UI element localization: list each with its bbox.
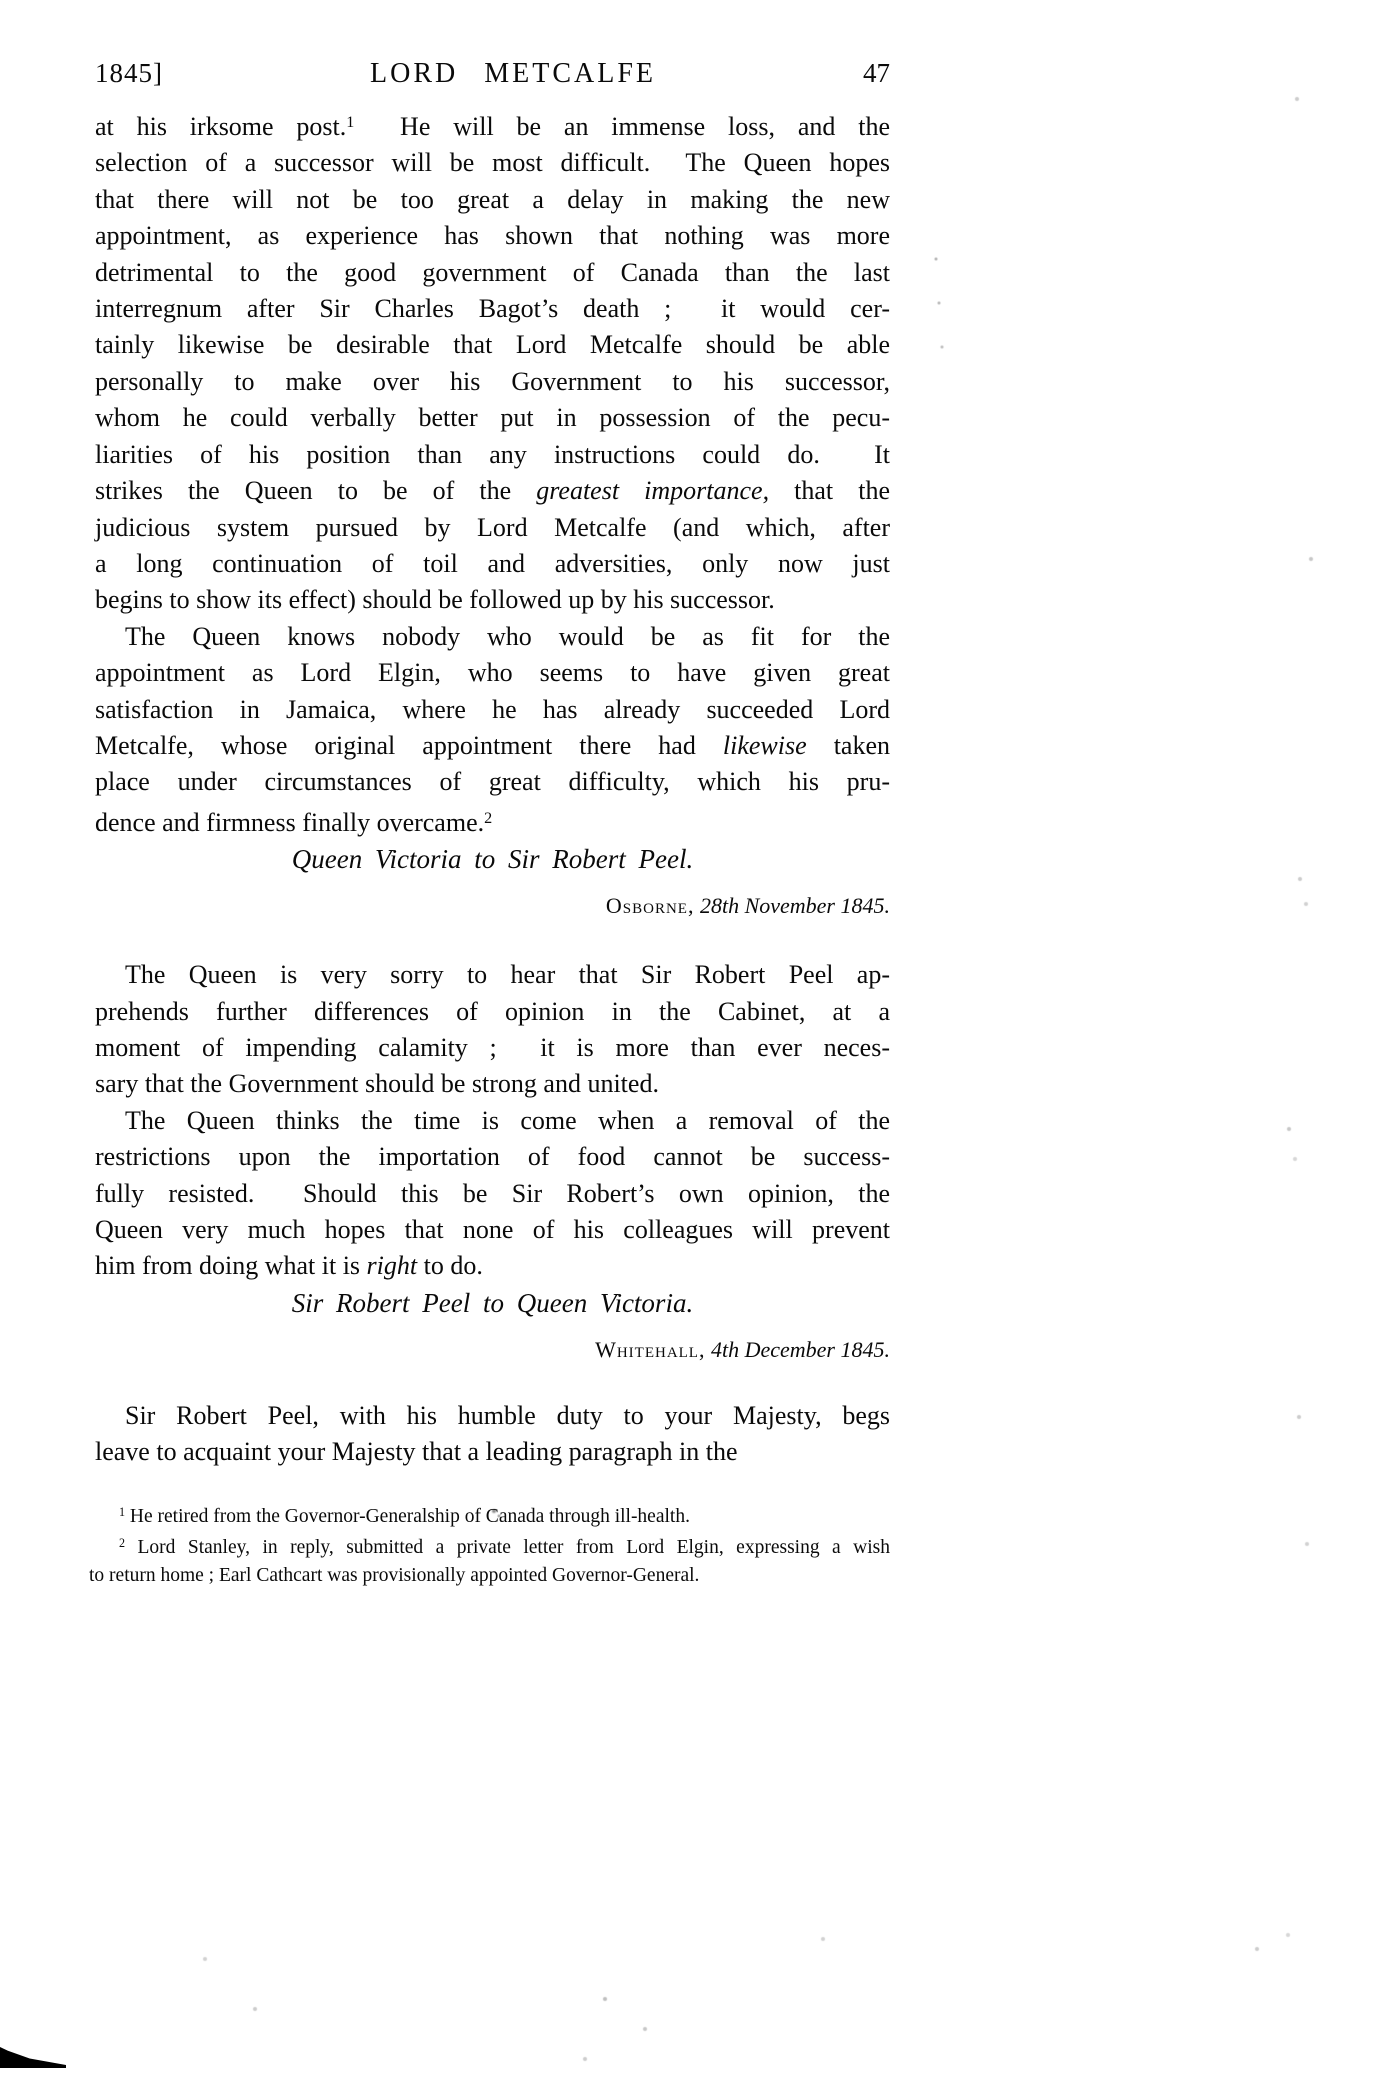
footnotes <box>89 1499 890 1590</box>
text-line <box>89 1499 890 1531</box>
text-line <box>95 764 890 800</box>
text-line <box>95 255 890 291</box>
text-line <box>95 546 890 582</box>
letter-body <box>95 1398 890 1471</box>
paragraph <box>89 1530 890 1589</box>
text-line <box>95 957 890 993</box>
text-line <box>95 728 890 764</box>
text-run: He retired from the Governor-Generalship of Canada through ill-health. <box>125 1505 690 1527</box>
paragraph <box>95 105 890 619</box>
text-line <box>95 145 890 181</box>
letter-dateline <box>95 891 890 921</box>
text-run: moment of impending calamity ; it is more than ever neces- <box>95 1033 890 1063</box>
paragraph <box>95 619 890 841</box>
scan-noise-speckles <box>0 0 2 2</box>
text-line <box>95 473 890 509</box>
letter-heading: Sir Robert Peel to Queen Victoria. <box>291 1287 694 1318</box>
text-run: to return home ; Earl Cathcart was provisionally appointed Governor-General. <box>89 1564 700 1586</box>
text-line <box>95 994 890 1030</box>
text-line <box>95 692 890 728</box>
footnote-marker: 2 <box>119 1536 126 1551</box>
text-run: a long continuation of toil and adversities, only now just <box>95 548 890 578</box>
text-run: tainly likewise be desirable that Lord Metcalfe should be able <box>95 330 890 360</box>
text-run: fully resisted. Should this be Sir Robert’s own opinion, the <box>95 1178 890 1208</box>
text-line <box>95 327 890 363</box>
text-line <box>95 291 890 327</box>
text-run: The Queen thinks the time is come when a removal of the <box>125 1105 890 1135</box>
text-line <box>95 105 890 145</box>
text-run: Queen very much hopes that none of his colleagues will prevent <box>95 1215 890 1245</box>
text-line <box>95 582 890 618</box>
text-run: prehends further differences of opinion in the Cabinet, at a <box>95 996 890 1026</box>
text-run: detrimental to the good government of Canada than the last <box>95 257 890 287</box>
paragraph <box>95 957 890 1103</box>
text-line <box>89 1562 890 1590</box>
text-run: that there will not be too great a delay in making the new <box>95 184 890 214</box>
text-line <box>95 182 890 218</box>
text-line <box>95 400 890 436</box>
letter-dateline <box>95 1335 890 1365</box>
text-run: Lord Stanley, in reply, submitted a private letter from Lord Elgin, expressing a wish <box>125 1537 890 1559</box>
text-line <box>95 619 890 655</box>
letter-body <box>95 957 890 1285</box>
text-run: taken <box>806 730 890 760</box>
dateline-date: 4th December 1845. <box>710 1336 890 1362</box>
footnote-marker: 1 <box>346 114 355 131</box>
letter-victoria-to-peel <box>95 841 890 1285</box>
text-run: whom he could verbally better put in possession of the pecu- <box>95 403 890 433</box>
text-run: strikes the Queen to be of the <box>95 476 537 506</box>
text-run: sary that the Government should be strong and united. <box>95 1069 659 1099</box>
footnote-marker: 2 <box>484 809 493 827</box>
text-run: appointment as Lord Elgin, who seems to have given great <box>95 658 890 688</box>
letter-continuation-text <box>95 105 890 841</box>
paragraph <box>95 1103 890 1285</box>
text-run: selection of a successor will be most difficult. The Queen hopes <box>95 148 890 178</box>
text-line <box>95 1434 890 1470</box>
text-run: place under circumstances of great difficulty, which his pru- <box>95 767 890 797</box>
text-line <box>95 510 890 546</box>
text-line <box>95 1030 890 1066</box>
text-line <box>95 1248 890 1284</box>
text-line <box>95 218 890 254</box>
letter-heading: Queen Victoria to Sir Robert Peel. <box>291 844 694 875</box>
running-head <box>95 58 890 89</box>
text-run: him from doing what it is <box>95 1251 367 1281</box>
footnote-marker: 1 <box>119 1504 126 1519</box>
text-run: begins to show its effect) should be followed up by his successor. <box>95 585 775 615</box>
text-run: appointment, as experience has shown that nothing was more <box>95 221 890 251</box>
text-run: liarities of his position than any instructions could do. It <box>95 439 890 469</box>
dateline-place: Whitehall, <box>595 1336 706 1362</box>
text-run: He will be an immense loss, and the <box>354 112 890 142</box>
text-run: interregnum after Sir Charles Bagot’s death ; it would cer- <box>95 294 890 324</box>
paragraph <box>89 1499 890 1531</box>
text-line <box>95 1176 890 1212</box>
text-line <box>95 1139 890 1175</box>
italic-text: likewise <box>722 730 807 760</box>
text-line <box>95 655 890 691</box>
italic-text: right <box>366 1251 418 1281</box>
text-run: Sir Robert Peel, with his humble duty to your Majesty, begs <box>125 1400 890 1430</box>
text-run: The Queen knows nobody who would be as fit for the <box>125 621 890 651</box>
text-run: personally to make over his Government to his successor, <box>95 366 890 396</box>
paragraph <box>95 1398 890 1471</box>
text-run: Metcalfe, whose original appointment there had <box>95 730 723 760</box>
text-line <box>89 1530 890 1562</box>
text-line <box>95 801 890 841</box>
text-run: leave to acquaint your Majesty that a leading paragraph in the <box>95 1437 738 1467</box>
letter-peel-to-victoria <box>95 1285 890 1471</box>
text-run: at his irksome post. <box>95 112 347 142</box>
page-number: 47 <box>863 58 890 88</box>
dateline-place: Osborne, <box>605 893 695 919</box>
text-line <box>95 1398 890 1434</box>
text-run: The Queen is very sorry to hear that Sir Robert Peel ap- <box>125 960 890 990</box>
dateline-date: 28th November 1845. <box>699 893 890 919</box>
page-title: LORD METCALFE <box>370 58 656 89</box>
italic-text: greatest importance, <box>536 476 770 506</box>
margin-year: 1845] <box>95 58 163 88</box>
text-run: that the <box>769 476 890 506</box>
text-run: satisfaction in Jamaica, where he has already succeeded Lord <box>95 694 890 724</box>
text-run: to do. <box>417 1251 483 1281</box>
text-column <box>89 58 890 1589</box>
text-line <box>95 437 890 473</box>
text-line <box>95 1212 890 1248</box>
text-run: judicious system pursued by Lord Metcalfe (and which, after <box>95 512 890 542</box>
text-run: restrictions upon the importation of food cannot be success- <box>95 1142 890 1172</box>
text-line <box>95 1066 890 1102</box>
text-line <box>95 1103 890 1139</box>
scan-corner-artifact <box>0 2047 66 2068</box>
text-line <box>95 364 890 400</box>
text-run: dence and firmness finally overcame. <box>95 807 485 837</box>
